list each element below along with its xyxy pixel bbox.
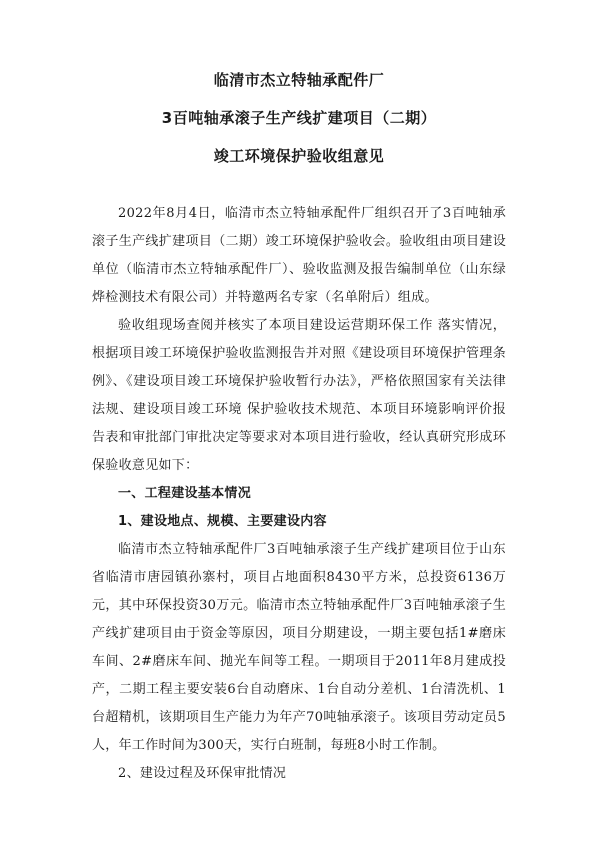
document-body [92, 200, 506, 788]
document-title-line-3: 竣工环境保护验收组意见 [213, 147, 385, 165]
subsection-heading-approval: 2、建设过程及环保审批情况 [118, 766, 287, 781]
document-title-line-1: 临清市杰立特轴承配件厂 [213, 71, 385, 89]
paragraph-location-details: 临清市杰立特轴承配件厂3百吨轴承滚子生产线扩建项目位于山东省临清市唐园镇孙寨村，项目占地面积8430平方米，总投资6136万元，其中环保投资30万元。临清市杰立特轴承配件厂3百吨轴承滚子生产线扩建项目由于资金等原因，项目分期建设，一期主要包括1#磨床车间、2#磨床车间、抛光车间等工程。一期项目于2011年8月建成投产，二期工程主要安装6台自动磨床、1台自动分差机、1台清洗机、1台超精机，该期项目生产能力为年产70吨轴承滚子。该项目劳动定员5人，年工作时间为300天，实行白班制，每班8小时工作制。 [92, 542, 506, 753]
paragraph-verification: 验收组现场查阅并核实了本项目建设运营期环保工作 落实情况，根据项目竣工环境保护验收监测报告并对照《建设项目环境保护管理条例》、《建设项目竣工环境保护验收暂行办法》，严格依照国家有关法律法规、建设项目竣工环境 保护验收技术规范、本项目环境影响评价报告表和审批部门审批决定等要求对本项目进行验收，经认真研究形成环保验收意见如下： [92, 318, 506, 473]
section-heading-basic-info: 一、工程建设基本情况 [118, 486, 252, 501]
document-title-line-2: 3百吨轴承滚子生产线扩建项目（二期） [161, 109, 437, 127]
paragraph-meeting-intro: 2022年8月4日，临清市杰立特轴承配件厂组织召开了3百吨轴承滚子生产线扩建项目（二期）竣工环境保护验收会。验收组由项目建设单位（临清市杰立特轴承配件厂）、验收监测及报告编制单位（山东绿烨检测技术有限公司）并特邀两名专家（名单附后）组成。 [92, 206, 506, 305]
subsection-heading-location: 1、建设地点、规模、主要建设内容 [118, 514, 327, 529]
